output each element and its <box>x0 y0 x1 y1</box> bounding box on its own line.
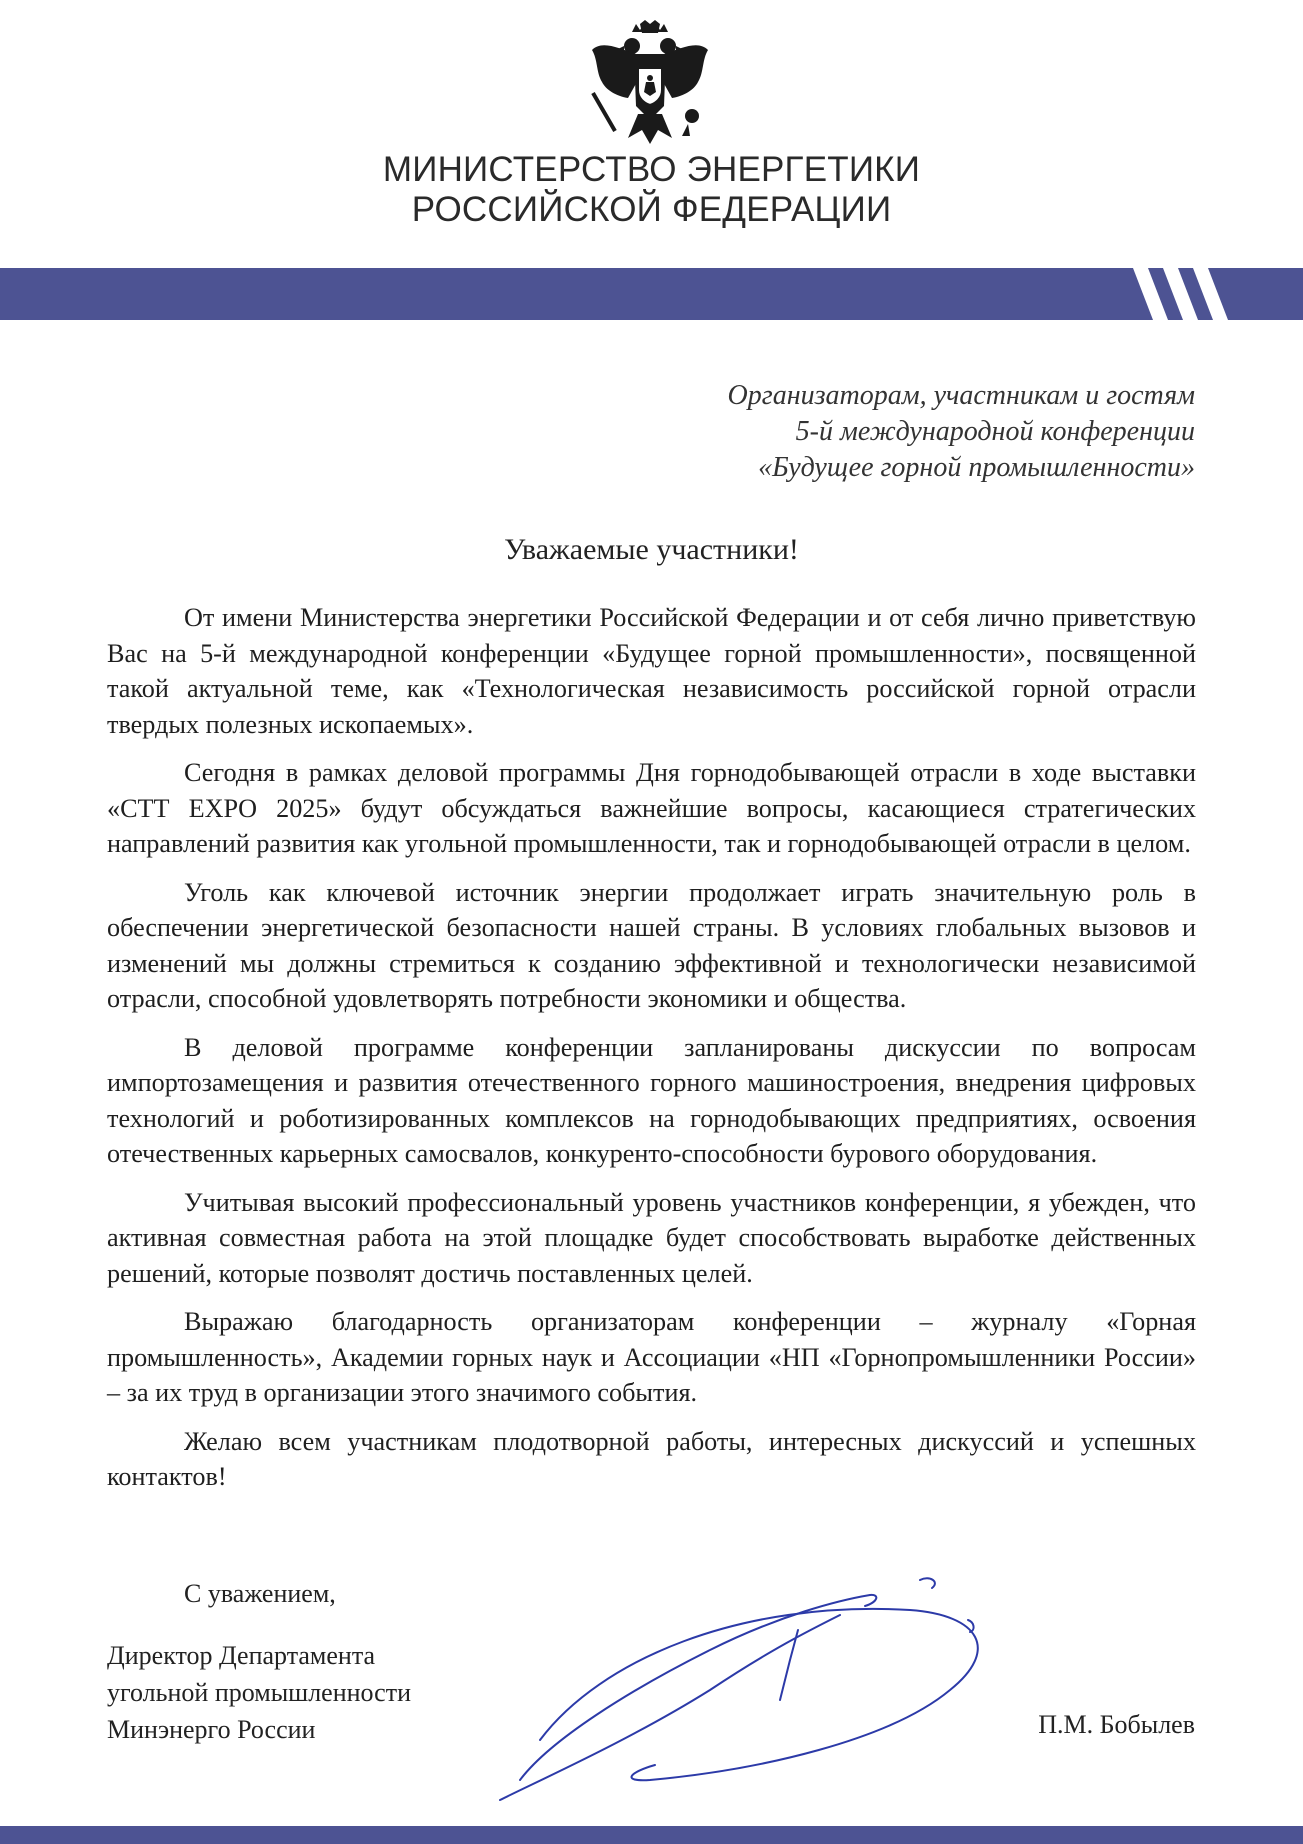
paragraph: Учитывая высокий профессиональный уровень участников конференции, я убежден, что активная совместная работа на этой площадке будет способствовать выработке действенных решений, которые позволят достичь поставленных целей. <box>107 1187 1196 1288</box>
letter-body <box>107 600 1196 1508</box>
header-stripes-decoration <box>1073 268 1243 320</box>
addressee-block <box>728 378 1195 486</box>
paragraph: От имени Министерства энергетики Российской Федерации и от себя лично приветствую Вас на 5-й международной конференции «Будущее горной промышленности», посвященной такой актуальной теме, как «Технологическая независимость российской горной отрасли твердых полезных ископаемых». <box>107 603 1196 739</box>
addressee-line: 5-й международной конференции <box>795 416 1195 447</box>
header-band <box>0 268 1303 320</box>
russian-double-headed-eagle-icon <box>588 20 712 152</box>
signer-name: П.М. Бобылев <box>1038 1710 1195 1739</box>
paragraph: Желаю всем участникам плодотворной работы, интересных дискуссий и успешных контактов! <box>107 1426 1196 1491</box>
addressee-line: Организаторам, участникам и гостям <box>727 380 1195 411</box>
handwritten-signature <box>480 1540 1040 1820</box>
paragraph: Сегодня в рамках деловой программы Дня горнодобывающей отрасли в ходе выставки «СТТ EXPO 2025» будут обсуждаться важнейшие вопросы, касающиеся стратегических направлений развития как угольной промышленности, так и горнодобывающей отрасли в целом. <box>107 758 1196 858</box>
closing-phrase: С уважением, <box>184 1579 336 1608</box>
footer-band <box>0 1826 1303 1844</box>
paragraph: В деловой программе конференции запланированы дискуссии по вопросам импортозамещения и развития отечественного горного машиностроения, внедрения цифровых технологий и роботизированных комплексов на горнодобывающих предприятиях, освоения отечественных карьерных самосвалов, конкуренто-способности бурового оборудования. <box>107 1032 1196 1168</box>
ministry-name-line2: РОССИЙСКОЙ ФЕДЕРАЦИИ <box>411 190 892 229</box>
position-line: Директор Департамента <box>107 1641 376 1670</box>
addressee-line: «Будущее горной промышленности» <box>758 452 1195 483</box>
ministry-name-line1: МИНИСТЕРСТВО ЭНЕРГЕТИКИ <box>382 150 921 189</box>
position-line: Минэнерго России <box>107 1715 316 1744</box>
signer-position <box>107 1637 411 1748</box>
paragraph: Уголь как ключевой источник энергии продолжает играть значительную роль в обеспечении энергетической безопасности нашей страны. В условиях глобальных вызовов и изменений мы должны стремиться к созданию эффективной и технологически независимой отрасли, способной удовлетворять потребности экономики и общества. <box>107 877 1196 1013</box>
salutation: Уважаемые участники! <box>504 533 799 566</box>
paragraph: Выражаю благодарность организаторам конференции – журналу «Горная промышленность», Академии горных наук и Ассоциации «НП «Горнопромышленники России» – за их труд в организации этого значимого события. <box>107 1307 1196 1407</box>
position-line: угольной промышленности <box>107 1678 412 1707</box>
